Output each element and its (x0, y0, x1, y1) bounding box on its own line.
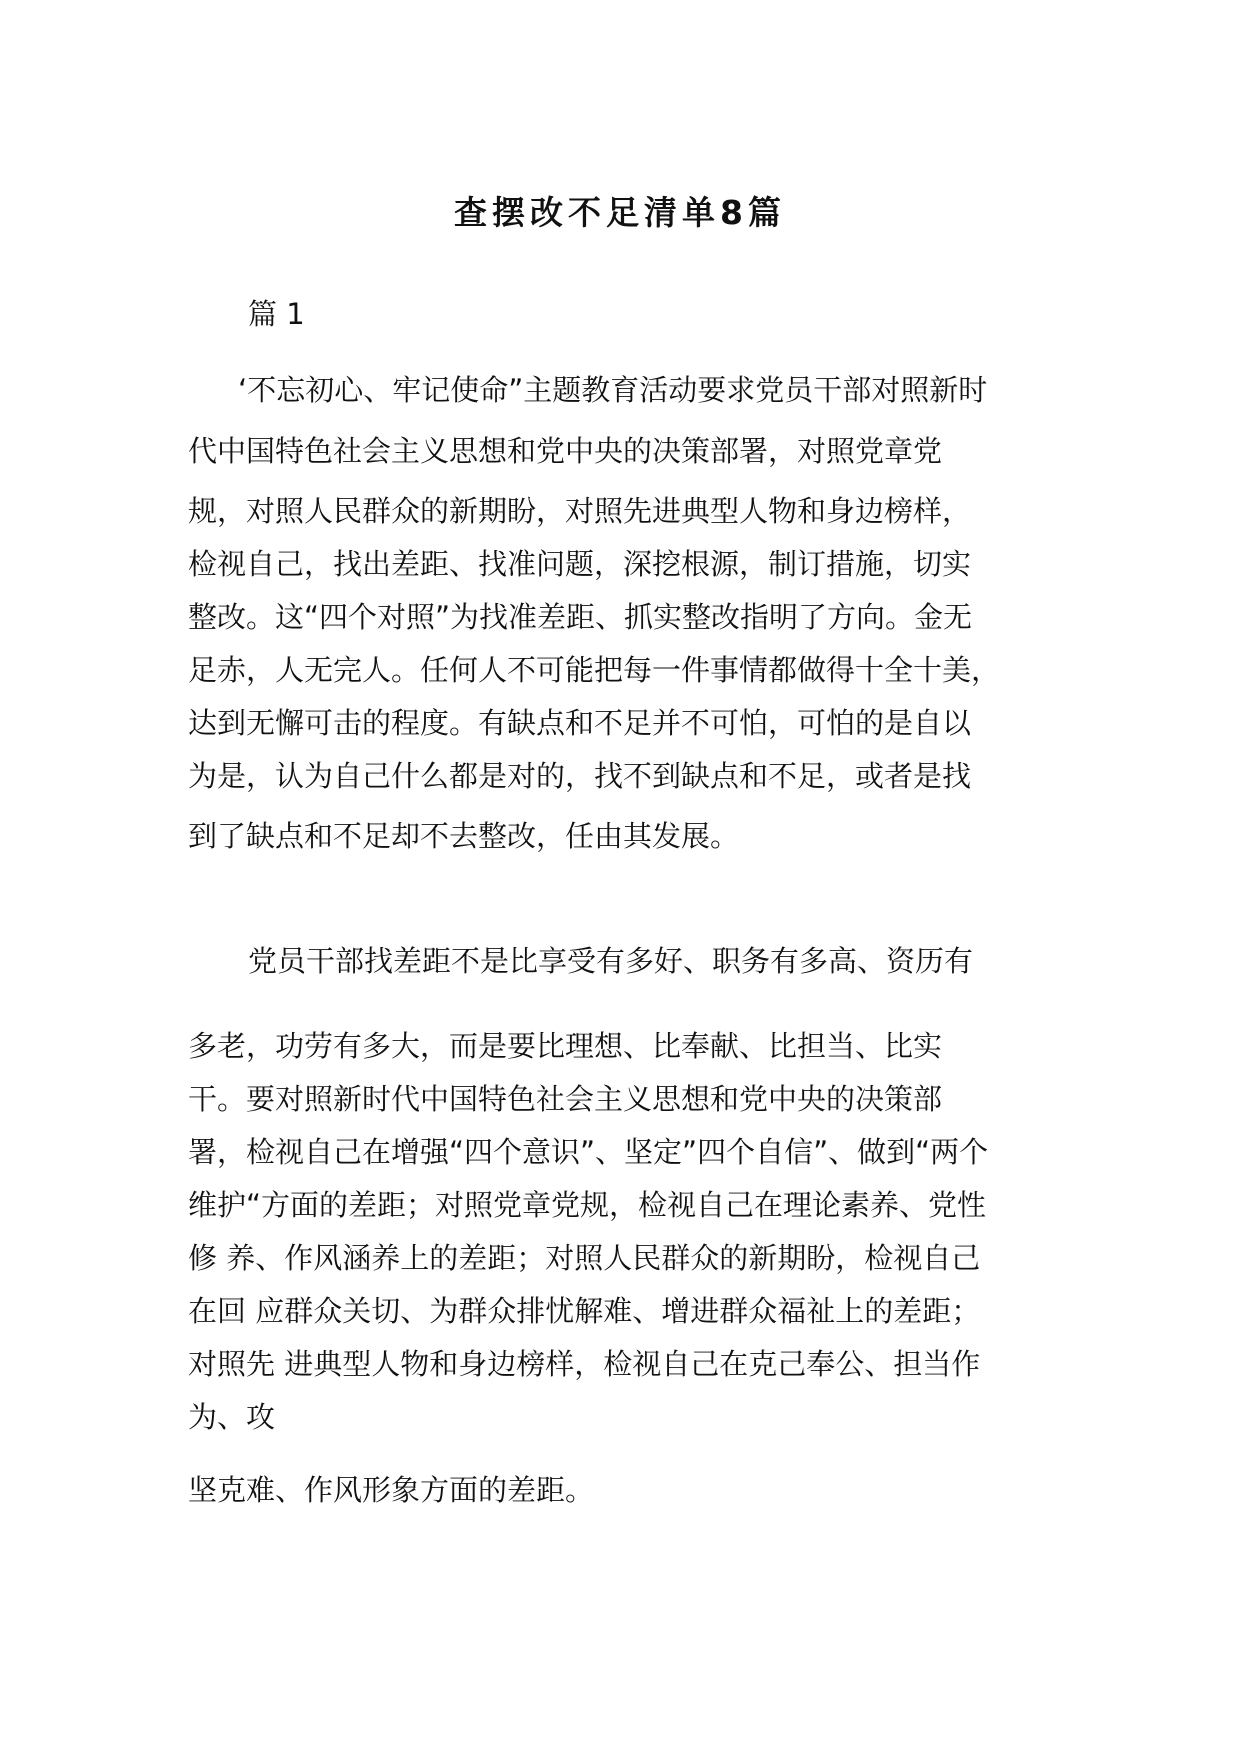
section-heading: 篇 1 (248, 297, 305, 331)
text-line: 多老，功劳有多大，而是要比理想、比奉献、比担当、比实 (188, 1029, 943, 1063)
text-line: 党员干部找差距不是比享受有多好、职务有多高、资历有 (248, 944, 974, 978)
text-line: ‘不忘初心、牢记使命”主题教育活动要求党员干部对照新时 (238, 373, 988, 407)
text-line: 干。要对照新时代中国特色社会主义思想和党中央的决策部 (188, 1082, 943, 1116)
text-line: 检视自己，找出差距、找准问题，深挖根源，制订措施，切实 (188, 547, 972, 581)
text-line: 修 养、作风涵养上的差距；对照人民群众的新期盼，检视自己 (188, 1241, 981, 1275)
text-line: 规，对照人民群众的新期盼，对照先进典型人物和身边榜样， (188, 494, 972, 528)
text-line: 达到无懈可击的程度。有缺点和不足并不可怕，可怕的是自以 (188, 706, 972, 740)
text-line: 对照先 进典型人物和身边榜样，检视自己在克己奉公、担当作 (188, 1347, 981, 1381)
text-line: 代中国特色社会主义思想和党中央的决策部署，对照党章党 (188, 434, 943, 468)
text-line: 为是，认为自己什么都是对的，找不到缺点和不足，或者是找 (188, 759, 972, 793)
text-line: 维护“方面的差距；对照党章党规，检视自己在理论素养、党性 (188, 1188, 987, 1222)
page-title: 查摆改不足清单8篇 (454, 193, 786, 232)
text-line: 为、攻 (188, 1400, 276, 1434)
text-line: 署，检视自己在增强“四个意识”、坚定”四个自信”、做到“两个 (188, 1135, 989, 1169)
text-line: 在回 应群众关切、为群众排忧解难、增进群众福祉上的差距； (188, 1294, 981, 1328)
text-line: 足赤，人无完人。任何人不可能把每一件事情都做得十全十美， (188, 653, 1001, 687)
text-line: 到了缺点和不足却不去整改，任由其发展。 (188, 819, 740, 853)
text-line: 坚克难、作风形象方面的差距。 (188, 1473, 595, 1507)
text-line: 整改。这“四个对照”为找准差距、抓实整改指明了方向。金无 (188, 600, 973, 634)
